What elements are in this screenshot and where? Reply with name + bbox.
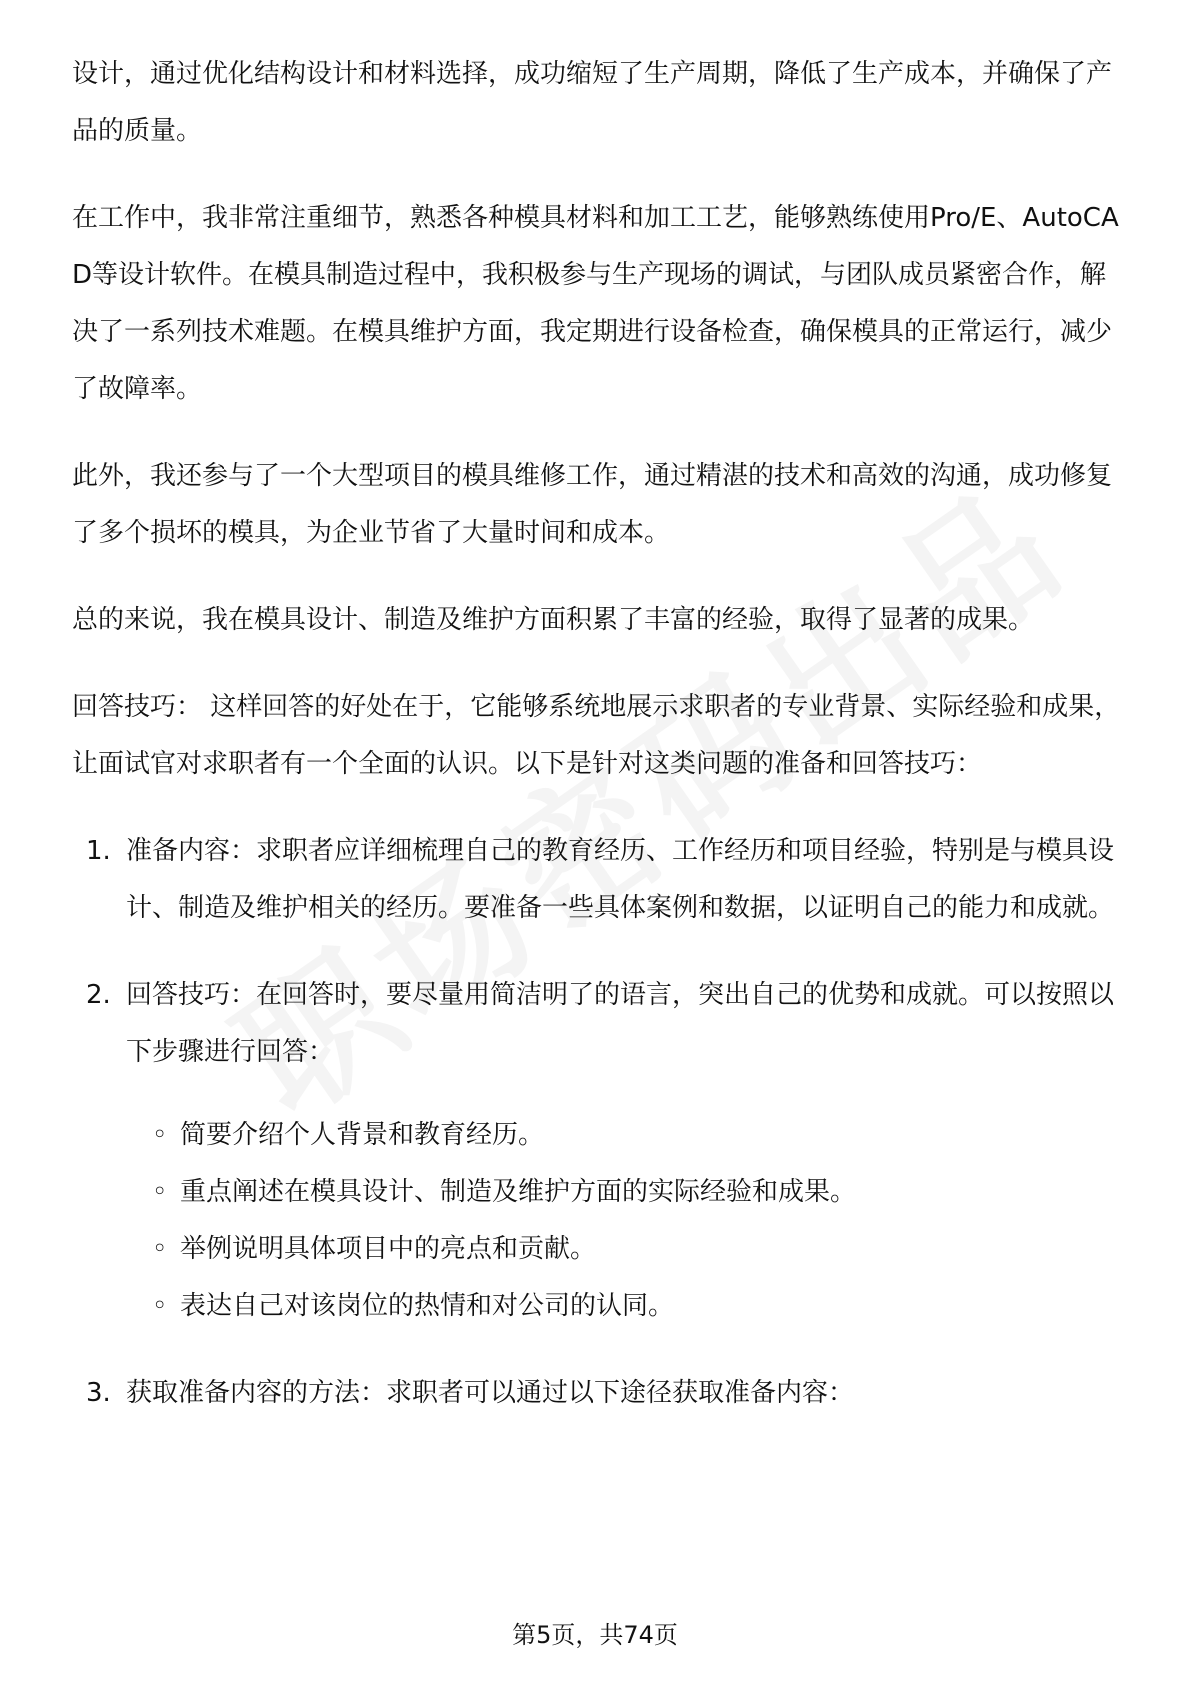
list-number: 1. xyxy=(86,836,111,866)
page-footer: 第5页，共74页 xyxy=(512,1621,678,1649)
bullet-item-text: 表达自己对该岗位的热情和对公司的认同。 xyxy=(180,1291,675,1321)
paragraph: 总的来说，我在模具设计、制造及维护方面积累了丰富的经验，取得了显著的成果。 xyxy=(72,605,1035,635)
bullet-icon: ◦ xyxy=(152,1291,168,1321)
bullet-item-text: 简要介绍个人背景和教育经历。 xyxy=(180,1120,545,1150)
bullet-item xyxy=(126,1107,1124,1164)
list-item-text: 获取准备内容的方法：求职者可以通过以下途径获取准备内容： xyxy=(126,1378,855,1408)
bullet-item xyxy=(126,1164,1124,1221)
bullet-item xyxy=(126,1221,1124,1278)
list-number: 2. xyxy=(86,980,111,1010)
document-body xyxy=(72,46,1124,1452)
paragraph: 在工作中，我非常注重细节，熟悉各种模具材料和加工工艺，能够熟练使用Pro/E、AutoCAD等设计软件。在模具制造过程中，我积极参与生产现场的调试，与团队成员紧密合作，解决了一系列技术难题。在模具维护方面，我定期进行设备检查，确保模具的正常运行，减少了故障率。 xyxy=(72,203,1119,404)
list-item-text: 准备内容：求职者应详细梳理自己的教育经历、工作经历和项目经验，特别是与模具设计、制造及维护相关的经历。要准备一些具体案例和数据，以证明自己的能力和成就。 xyxy=(126,836,1115,923)
list-item xyxy=(72,823,1124,937)
bullet-item xyxy=(126,1278,1124,1335)
list-item xyxy=(72,967,1124,1335)
list-item xyxy=(72,1365,1124,1422)
bullet-item-text: 重点阐述在模具设计、制造及维护方面的实际经验和成果。 xyxy=(180,1177,857,1207)
list-number: 3. xyxy=(86,1378,111,1408)
bullet-list xyxy=(126,1107,1124,1335)
numbered-list xyxy=(72,823,1124,1422)
bullet-icon: ◦ xyxy=(152,1234,168,1264)
paragraph: 回答技巧： 这样回答的好处在于，它能够系统地展示求职者的专业背景、实际经验和成果，让面试官对求职者有一个全面的认识。以下是针对这类问题的准备和回答技巧： xyxy=(72,692,1121,779)
paragraph: 此外，我还参与了一个大型项目的模具维修工作，通过精湛的技术和高效的沟通，成功修复了多个损坏的模具，为企业节省了大量时间和成本。 xyxy=(72,461,1113,548)
bullet-item-text: 举例说明具体项目中的亮点和贡献。 xyxy=(180,1234,597,1264)
bullet-icon: ◦ xyxy=(152,1120,168,1150)
list-item-text: 回答技巧：在回答时，要尽量用简洁明了的语言，突出自己的优势和成就。可以按照以下步骤进行回答： xyxy=(126,980,1115,1067)
bullet-icon: ◦ xyxy=(152,1177,168,1207)
paragraph: 设计，通过优化结构设计和材料选择，成功缩短了生产周期，降低了生产成本，并确保了产品的质量。 xyxy=(72,59,1113,146)
